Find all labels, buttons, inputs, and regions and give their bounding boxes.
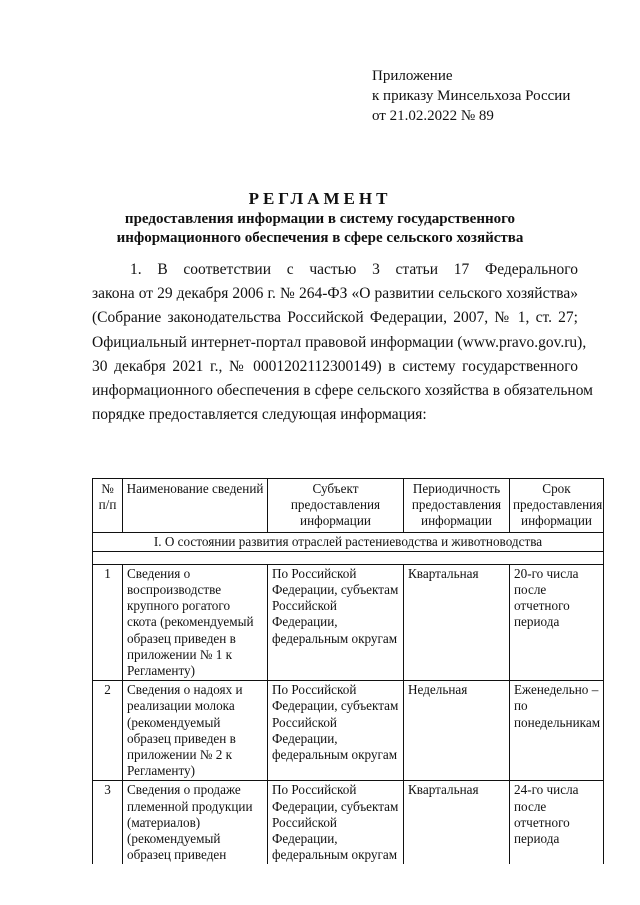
header-name: Наименование сведений — [123, 479, 268, 533]
cell-num: 3 — [93, 781, 123, 865]
section-spacer — [93, 551, 604, 564]
header-periodicity: Периодичность предоставления информации — [404, 479, 510, 533]
cell-name: Сведения о воспроизводстве крупного рогатого скота (рекомендуемый образец приведен в приложении № 1 к Регламенту) — [123, 564, 268, 680]
cell-num: 2 — [93, 681, 123, 781]
document-title: РЕГЛАМЕНТ — [248, 189, 392, 208]
appendix-block — [372, 66, 612, 126]
paragraph-line: 1. В соответствии с частью 3 статьи 17 Федерального — [130, 261, 578, 278]
document-subtitle-line-2: информационного обеспечения в сфере сельского хозяйства — [116, 230, 524, 246]
table-row — [93, 681, 604, 781]
paragraph-line: закона от 29 декабря 2006 г. № 264-ФЗ «О развитии сельского хозяйства» — [92, 285, 578, 303]
regulation-table — [92, 478, 604, 864]
cell-subject: По Российской Федерации, субъектам Российской Федерации, федеральным округам — [268, 681, 404, 781]
cell-periodicity: Недельная — [404, 681, 510, 781]
paragraph-line: 30 декабря 2021 г., № 0001202112300149) в систему государственного — [92, 357, 578, 375]
cell-name: Сведения о продаже племенной продукции (материалов) (рекомендуемый образец приведен — [123, 781, 268, 865]
header-subject: Субъект предоставления информации — [268, 479, 404, 533]
paragraph-line: (Собрание законодательства Российской Федерации, 2007, № 1, ст. 27; — [92, 309, 578, 327]
cell-term: 24-го числа после отчетного периода — [510, 781, 604, 865]
appendix-line-3: от 21.02.2022 № 89 — [372, 108, 494, 124]
cell-periodicity: Квартальная — [404, 564, 510, 680]
cell-subject: По Российской Федерации, субъектам Российской Федерации, федеральным округам — [268, 781, 404, 865]
paragraph-line: порядке предоставляется следующая информация: — [92, 406, 427, 424]
table-row — [93, 781, 604, 865]
paragraph-line: Официальный интернет-портал правовой информации (www.pravo.gov.ru), — [92, 333, 587, 351]
cell-term: 20-го числа после отчетного периода — [510, 564, 604, 680]
section-row — [93, 532, 604, 551]
cell-name: Сведения о надоях и реализации молока (рекомендуемый образец приведен в приложении № 2 к Регламенту) — [123, 681, 268, 781]
appendix-line-2: к приказу Минсельхоза России — [372, 88, 571, 104]
paragraph-1 — [92, 258, 593, 427]
section-spacer-row — [93, 551, 604, 564]
header-num: № п/п — [93, 479, 123, 533]
cell-num: 1 — [93, 564, 123, 680]
paragraph-line: информационного обеспечения в сфере сельского хозяйства в обязательном — [92, 382, 593, 400]
appendix-line-1: Приложение — [372, 68, 453, 84]
section-title: I. О состоянии развития отраслей растениеводства и животноводства — [93, 532, 604, 551]
cell-subject: По Российской Федерации, субъектам Российской Федерации, федеральным округам — [268, 564, 404, 680]
cell-term: Еженедельно – по понедельникам — [510, 681, 604, 781]
cell-periodicity: Квартальная — [404, 781, 510, 865]
table-row — [93, 564, 604, 680]
header-term: Срок предоставления информации — [510, 479, 604, 533]
table-header-row — [93, 479, 604, 533]
document-subtitle-line-1: предоставления информации в систему государственного — [124, 211, 516, 227]
document-heading — [60, 188, 580, 248]
